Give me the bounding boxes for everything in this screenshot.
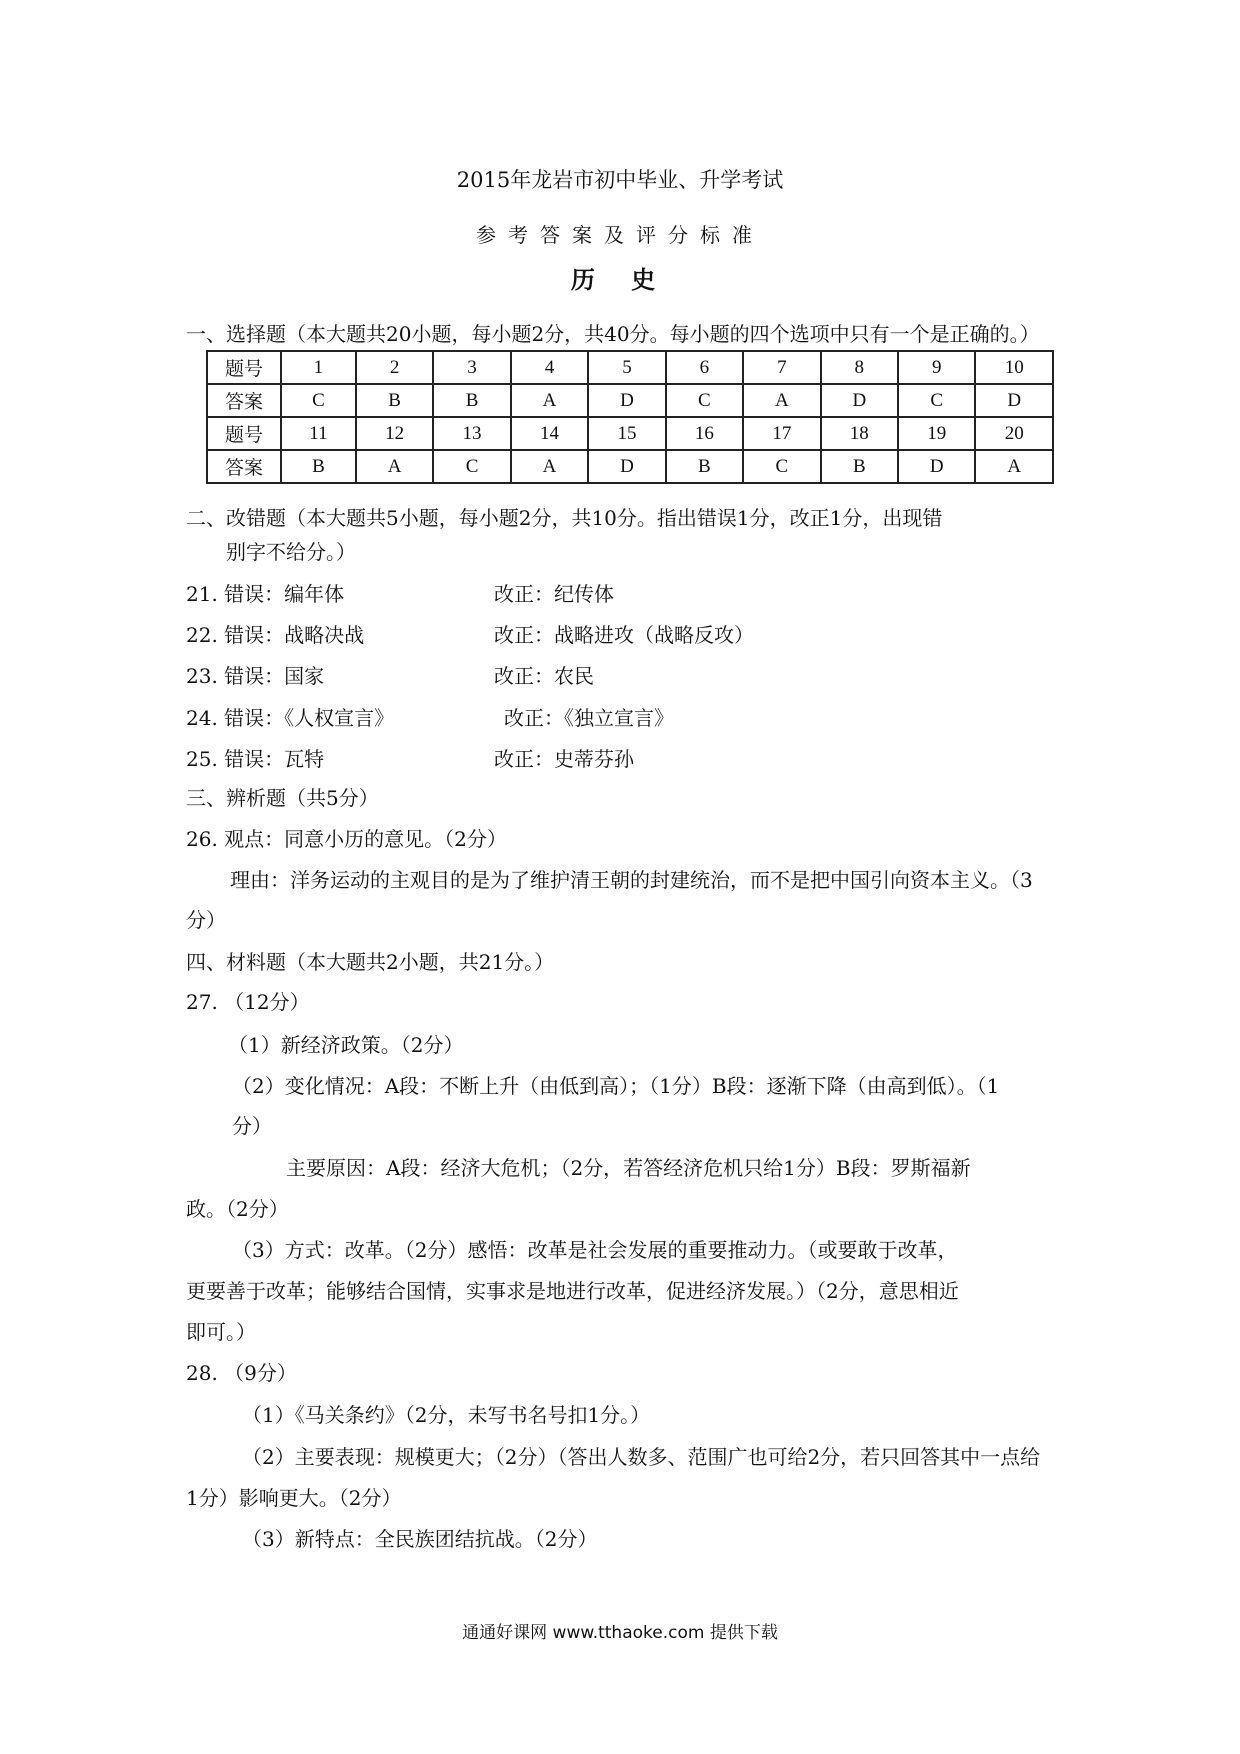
table-cell: B <box>356 384 433 417</box>
q28-part2-cont: 1分）影响更大。（2分） <box>186 1486 402 1510</box>
correction-error: 21. 错误：编年体 <box>186 582 345 606</box>
q27-title: 27. （12分） <box>186 990 310 1014</box>
q26-view: 26. 观点：同意小历的意见。（2分） <box>186 827 507 851</box>
footer-download-note: 通通好课网 www.tthaoke.com 提供下载 <box>462 1623 778 1643</box>
table-cell: 7 <box>743 351 820 384</box>
table-cell: D <box>588 384 665 417</box>
table-cell: B <box>433 384 510 417</box>
correction-error: 25. 错误：瓦特 <box>186 747 325 771</box>
section1-heading: 一、选择题（本大题共20小题，每小题2分，共40分。每小题的四个选项中只有一个是正确的。） <box>186 322 1040 346</box>
table-row <box>207 450 1053 483</box>
q27-part3-cont: 更要善于改革；能够结合国情，实事求是地进行改革，促进经济发展。）（2分，意思相近 <box>186 1279 959 1303</box>
exam-title: 2015年龙岩市初中毕业、升学考试 <box>456 168 784 192</box>
answer-key-table <box>206 350 1054 484</box>
table-cell: A <box>975 450 1053 483</box>
row-label: 答案 <box>207 384 281 417</box>
row-label: 题号 <box>207 351 281 384</box>
q28-title: 28. （9分） <box>186 1361 297 1385</box>
table-cell: C <box>743 450 820 483</box>
table-cell: 12 <box>356 417 433 450</box>
table-cell: 13 <box>433 417 510 450</box>
correction-error: 23. 错误：国家 <box>186 664 325 688</box>
q28-part2: （2）主要表现：规模更大；（2分）（答出人数多、范围广也可给2分，若只回答其中一点给 <box>242 1445 1041 1469</box>
table-cell: 4 <box>511 351 588 384</box>
row-label: 题号 <box>207 417 281 450</box>
table-cell: D <box>975 384 1053 417</box>
table-cell: 14 <box>511 417 588 450</box>
q28-part1: （1）《马关条约》（2分，未写书名号扣1分。） <box>242 1403 651 1427</box>
correction-error: 24. 错误：《人权宣言》 <box>186 706 395 730</box>
table-cell: B <box>821 450 898 483</box>
q27-part1: （1）新经济政策。（2分） <box>228 1033 464 1057</box>
table-cell: A <box>356 450 433 483</box>
table-cell: D <box>898 450 975 483</box>
section4-heading: 四、材料题（本大题共2小题，共21分。） <box>186 950 555 974</box>
table-cell: A <box>511 450 588 483</box>
correction-fix: 改正：纪传体 <box>494 582 614 606</box>
correction-fix: 改正：农民 <box>494 664 594 688</box>
table-cell: C <box>666 384 743 417</box>
q27-part3-end: 即可。） <box>186 1320 256 1344</box>
q27-part2: （2）变化情况：A段：不断上升（由低到高）；（1分）B段：逐渐下降（由高到低）。（1 <box>232 1074 1000 1098</box>
table-cell: A <box>743 384 820 417</box>
section2-heading-cont: 别字不给分。） <box>226 540 356 564</box>
table-cell: 8 <box>821 351 898 384</box>
row-label: 答案 <box>207 450 281 483</box>
table-cell: C <box>281 384 356 417</box>
table-cell: C <box>433 450 510 483</box>
table-cell: D <box>588 450 665 483</box>
table-row <box>207 384 1053 417</box>
correction-fix: 改正：《独立宣言》 <box>504 706 674 730</box>
table-cell: 6 <box>666 351 743 384</box>
correction-fix: 改正：战略进攻（战略反攻） <box>494 623 754 647</box>
table-cell: 20 <box>975 417 1053 450</box>
q27-reason-cont: 政。（2分） <box>186 1197 289 1221</box>
table-row <box>207 351 1053 384</box>
table-cell: 1 <box>281 351 356 384</box>
document-subtitle: 参考答案及评分标准 <box>476 223 764 247</box>
subject-title: 历 史 <box>570 265 670 294</box>
table-cell: 9 <box>898 351 975 384</box>
table-cell: 2 <box>356 351 433 384</box>
q26-reason: 理由：洋务运动的主观目的是为了维护清王朝的封建统治，而不是把中国引向资本主义。（3 <box>230 868 1033 892</box>
section3-heading: 三、辨析题（共5分） <box>186 786 379 810</box>
q27-part3: （3）方式：改革。（2分）感悟：改革是社会发展的重要推动力。（或要敢于改革， <box>232 1238 958 1262</box>
table-cell: B <box>281 450 356 483</box>
table-cell: D <box>821 384 898 417</box>
section2-heading: 二、改错题（本大题共5小题，每小题2分，共10分。指出错误1分，改正1分，出现错 <box>186 506 943 530</box>
correction-error: 22. 错误：战略决战 <box>186 623 365 647</box>
table-row <box>207 417 1053 450</box>
table-cell: 16 <box>666 417 743 450</box>
table-cell: B <box>666 450 743 483</box>
table-cell: A <box>511 384 588 417</box>
q28-part3: （3）新特点：全民族团结抗战。（2分） <box>242 1527 598 1551</box>
q27-reason: 主要原因：A段：经济大危机；（2分，若答经济危机只给1分）B段：罗斯福新 <box>286 1156 971 1180</box>
table-cell: 19 <box>898 417 975 450</box>
table-cell: 5 <box>588 351 665 384</box>
table-cell: 18 <box>821 417 898 450</box>
table-cell: 15 <box>588 417 665 450</box>
table-cell: 3 <box>433 351 510 384</box>
table-cell: C <box>898 384 975 417</box>
table-cell: 17 <box>743 417 820 450</box>
correction-fix: 改正：史蒂芬孙 <box>494 747 634 771</box>
table-cell: 11 <box>281 417 356 450</box>
table-cell: 10 <box>975 351 1053 384</box>
q27-part2-cont: 分） <box>232 1114 272 1138</box>
q26-reason-cont: 分） <box>186 908 226 932</box>
